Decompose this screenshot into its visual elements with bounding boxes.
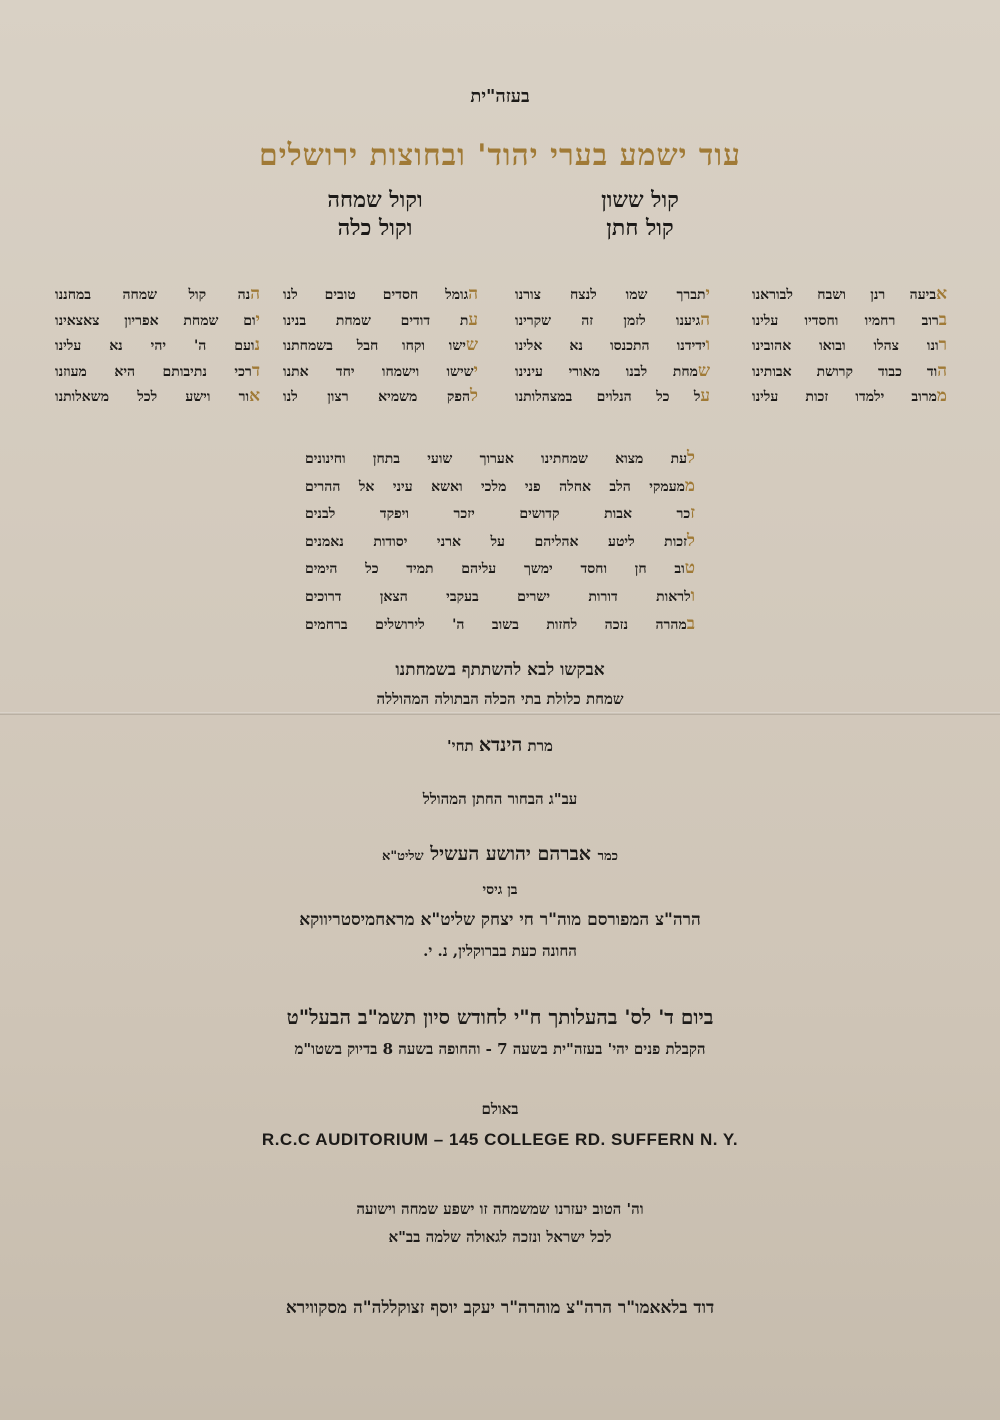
invite-line-1: אבקשו לבא להשתתף בשמחתנו <box>395 660 605 680</box>
event-date: ביום ד' לס' בהעלותך ח"י לחודש סיון תשמ"ב הבעל"ט <box>286 1005 714 1029</box>
acrostic-poem <box>305 445 695 638</box>
kol-kala: וקול כלה <box>337 215 413 241</box>
groom-name-line <box>0 843 1000 866</box>
acrostic-line: עת דודים שמחת בנינו <box>283 309 478 330</box>
title-verse: עוד ישמע בערי יהוד' ובחוצות ירושלים <box>258 138 741 173</box>
reception-time: הקבלת פנים יהי' בעזה"ית בשעה 7 - והחופה בשעה 8 בדיוק בשטו"מ <box>294 1040 706 1058</box>
acrostic-line: אור וישע לכל משאלותנו <box>55 386 260 407</box>
signature: דוד בלאאמו"ר הרה"צ מוהרה"ר יעקב יוסף זצוקללה"ה מסקווירא <box>285 1298 715 1318</box>
poem-line: ולראות דורות ישרים בעקבי הצאן דרוכים <box>305 585 695 606</box>
acrostic-line: להפק משמיא רצון לנו <box>283 386 478 407</box>
blessing-line-2: לכל ישראל ונזכה לגאולה שלמה בב"א <box>388 1228 612 1246</box>
acrostic-line: וידידנו התכנסו נא אלינו <box>515 335 710 356</box>
acrostic-column-4 <box>55 282 260 410</box>
acrostic-line: ברוב רחמיו וחסדיו עלינו <box>752 309 947 330</box>
bh-header: בעזה"ית <box>470 86 530 107</box>
groom-father: הרה"צ המפורסם מוה"ר חי יצחק שליט"א מראחמיסטריווקא <box>299 910 701 930</box>
kol-right <box>560 186 720 242</box>
poem-line: לעת מצוא שמחתינו אערוך שועי בתחן וחינונים <box>305 448 695 468</box>
kol-sasson: קול ששון <box>601 187 679 213</box>
residence: החונה כעת בברוקלין, נ. י. <box>423 942 577 960</box>
paper-fold-line <box>0 712 1000 715</box>
venue-address: R.C.C AUDITORIUM – 145 COLLEGE RD. SUFFERN N. Y. <box>261 1130 739 1149</box>
groom-intro: עב"ג הבחור החתן המהולל <box>422 790 578 808</box>
poem-line: זכר אבות קדושים יזכר ויפקד לבנים <box>305 503 695 524</box>
acrostic-column-1 <box>752 282 947 410</box>
acrostic-column-3 <box>283 282 478 410</box>
groom-name: אברהם יהושע העשיל <box>430 843 591 865</box>
blessing-line-1: וה' הטוב יעזרנו שמשמחה זו ישפע שמחה וישועה <box>356 1200 644 1218</box>
acrostic-line: הוד כבוד קרושת אבותינו <box>752 360 947 381</box>
bride-name-line <box>0 734 1000 757</box>
acrostic-line: שמחת לבנו מאורי עינינו <box>515 360 710 381</box>
hall-label: באולם <box>481 1100 519 1118</box>
acrostic-column-2 <box>515 282 710 410</box>
kol-simcha: וקול שמחה <box>327 187 423 213</box>
groom-prefix: כמר <box>597 849 619 864</box>
acrostic-line: רונו צהלו ובואו אהובינו <box>752 335 947 356</box>
acrostic-line: דרכי נתיבותם היא מעוזנו <box>55 360 260 381</box>
acrostic-line: על כל הנלוים במצהלותנו <box>515 386 710 407</box>
acrostic-line: ישישו וישמחו יחד אתנו <box>283 360 478 381</box>
poem-line: ממעמקי הלב אחלה פני מלכי ואשא עיני אל ההרים <box>305 475 695 496</box>
acrostic-line: יום שמחת אפריון צאצאינו <box>55 309 260 330</box>
acrostic-line: שישו וקחו חבל בשמחתנו <box>283 335 478 356</box>
acrostic-line: נועם ה' יהי נא עלינו <box>55 335 260 356</box>
poem-line: במהרה נזכה לחזות בשוב ה' לירושלים ברחמים <box>305 613 695 634</box>
acrostic-line: הגיענו לזמן זה שקרינו <box>515 309 710 330</box>
poem-line: טוב חן וחסד ימשך עליהם תמיד כל הימים <box>305 558 695 579</box>
poem-line: לזכות ליטע אהליהם על ארני יסודות נאמנים <box>305 530 695 551</box>
bride-suffix: תחי' <box>447 737 474 755</box>
kol-left <box>290 186 460 242</box>
invite-line-2: שמחת כלולת בתי הכלה הבתולה המהוללה <box>376 690 624 708</box>
acrostic-line: יתברך שמו לנצח צורנו <box>515 284 710 304</box>
ben-gissi: בן גיסי <box>482 882 518 898</box>
acrostic-line: הגומל חסדים טובים לנו <box>283 284 478 304</box>
groom-suffix: שליט"א <box>381 849 424 864</box>
acrostic-line: הנה קול שמחה במחננו <box>55 284 260 304</box>
bride-name: הינדא <box>478 734 523 756</box>
bride-prefix: מרת <box>527 737 553 755</box>
acrostic-line: אביעה רנן ושבח לבוראנו <box>752 284 947 304</box>
acrostic-line: ממרוב ילמדו זכות עלינו <box>752 386 947 407</box>
kol-chatan: קול חתן <box>606 215 674 241</box>
